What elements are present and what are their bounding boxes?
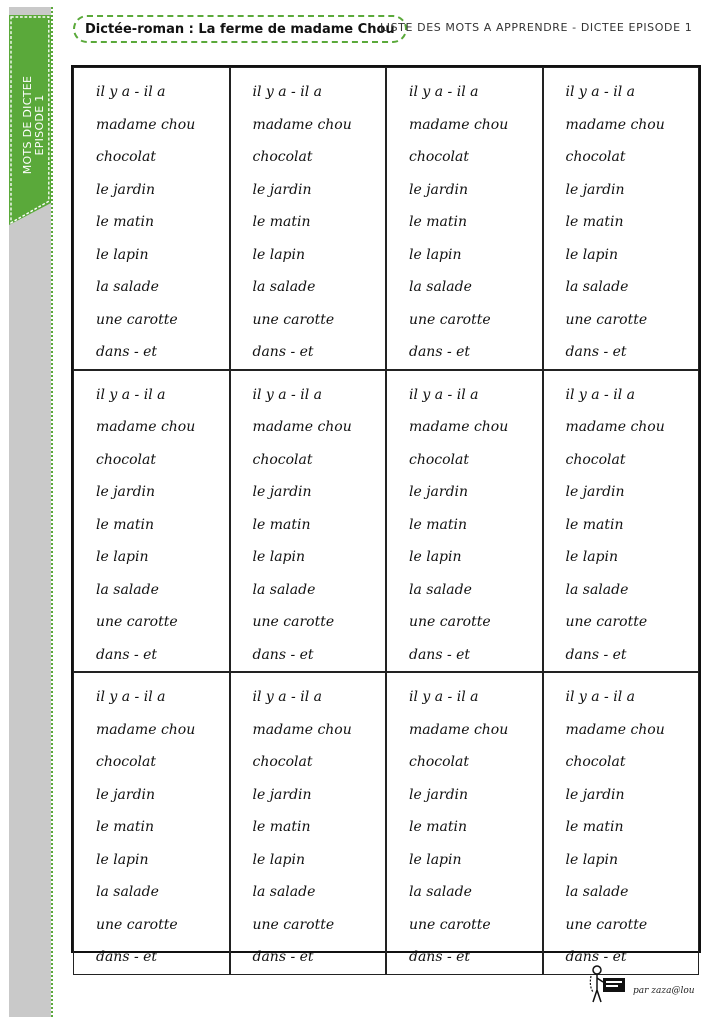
word-item: le matin — [252, 516, 311, 533]
word-item: le lapin — [252, 851, 305, 868]
word-item: le lapin — [96, 549, 149, 565]
word-card — [543, 672, 700, 975]
word-item: dans - et — [252, 646, 314, 663]
word-item: chocolat — [565, 754, 626, 770]
word-item: chocolat — [252, 149, 313, 165]
word-item: dans - et — [409, 344, 471, 360]
word-item: le lapin — [252, 246, 305, 263]
word-item: chocolat — [96, 754, 157, 770]
word-item: dans - et — [409, 949, 471, 965]
word-item: une carotte — [409, 916, 491, 933]
word-item: le matin — [96, 516, 154, 533]
word-item: il y a - il a — [409, 386, 479, 403]
word-item: madame chou — [409, 721, 509, 738]
word-item: il y a - il a — [252, 689, 322, 705]
word-item: madame chou — [565, 721, 665, 738]
word-item: le lapin — [409, 246, 462, 263]
word-item: le jardin — [565, 484, 625, 500]
word-item: il y a - il a — [96, 386, 166, 403]
word-item: le jardin — [96, 484, 156, 500]
word-card — [543, 67, 700, 370]
word-item: il y a - il a — [96, 689, 166, 705]
word-item: madame chou — [252, 721, 352, 738]
word-item: madame chou — [96, 419, 196, 435]
word-item: chocolat — [252, 754, 313, 770]
word-card — [386, 67, 543, 370]
word-item: dans - et — [252, 949, 314, 965]
word-item: madame chou — [409, 419, 509, 435]
word-card — [230, 672, 387, 975]
word-item: la salade — [252, 581, 316, 598]
word-item: une carotte — [96, 916, 178, 933]
word-item: une carotte — [96, 614, 178, 630]
word-item: il y a - il a — [565, 84, 635, 100]
footer-credit — [585, 962, 705, 1006]
word-item: madame chou — [409, 116, 509, 133]
word-item: il y a - il a — [565, 386, 635, 403]
word-item: la salade — [565, 581, 629, 598]
word-item: le matin — [96, 819, 154, 835]
word-item: il y a - il a — [252, 386, 322, 403]
word-item: le jardin — [96, 786, 156, 803]
teacher-logo-icon — [585, 962, 629, 1006]
word-card — [73, 370, 230, 673]
word-item: une carotte — [96, 311, 178, 328]
word-item: une carotte — [252, 916, 335, 933]
word-item: une carotte — [409, 614, 491, 630]
word-item: le lapin — [409, 549, 462, 565]
tag-line-1: MOTS DE DICTEE — [21, 75, 34, 175]
word-item: il y a - il a — [96, 84, 166, 100]
word-item: dans - et — [96, 646, 158, 663]
word-item: le jardin — [252, 786, 312, 803]
word-item: le lapin — [96, 851, 149, 868]
word-item: le jardin — [252, 181, 312, 198]
word-card — [543, 370, 700, 673]
word-item: le jardin — [409, 181, 469, 198]
word-item: la salade — [252, 884, 316, 900]
word-card — [230, 370, 387, 673]
word-item: une carotte — [565, 614, 648, 630]
document-subtitle: LISTE DES MOTS A APPRENDRE - DICTEE EPISODE 1 — [380, 21, 693, 34]
word-item: chocolat — [96, 149, 157, 165]
word-item: le lapin — [565, 851, 618, 868]
episode-tag — [9, 15, 51, 225]
tag-text — [22, 40, 46, 210]
word-card — [386, 672, 543, 975]
word-item: le lapin — [409, 851, 462, 868]
word-item: le matin — [252, 819, 311, 835]
word-item: chocolat — [565, 451, 626, 468]
word-item: la salade — [409, 279, 472, 295]
word-item: le jardin — [409, 786, 469, 803]
word-item: dans - et — [96, 344, 158, 360]
word-item: la salade — [409, 884, 472, 900]
word-item: le matin — [409, 214, 467, 230]
word-item: la salade — [96, 581, 159, 598]
word-item: chocolat — [252, 451, 313, 468]
word-item: le lapin — [252, 549, 305, 565]
word-item: le matin — [565, 516, 624, 533]
word-item: le jardin — [409, 484, 469, 500]
word-item: le lapin — [565, 246, 618, 263]
word-item: une carotte — [252, 614, 335, 630]
word-item: le matin — [409, 819, 467, 835]
word-item: madame chou — [252, 116, 352, 133]
title-text: Dictée-roman : La ferme de madame Chou — [85, 21, 395, 37]
word-card — [73, 67, 230, 370]
word-item: le jardin — [565, 181, 625, 198]
word-card — [73, 672, 230, 975]
word-item: la salade — [409, 581, 472, 598]
word-item: une carotte — [252, 311, 335, 328]
document-title — [73, 15, 407, 43]
word-item: la salade — [565, 279, 629, 295]
word-item: chocolat — [96, 451, 157, 468]
word-item: chocolat — [409, 149, 470, 165]
word-item: le jardin — [565, 786, 625, 803]
word-item: le matin — [565, 214, 624, 230]
word-item: madame chou — [565, 419, 665, 435]
word-item: la salade — [96, 279, 159, 295]
word-item: il y a - il a — [409, 84, 479, 100]
word-item: il y a - il a — [409, 689, 479, 705]
word-item: madame chou — [252, 419, 352, 435]
word-item: une carotte — [565, 916, 648, 933]
word-item: une carotte — [409, 311, 491, 328]
word-item: dans - et — [252, 344, 314, 360]
word-item: une carotte — [565, 311, 648, 328]
word-item: le matin — [96, 214, 154, 230]
word-item: le lapin — [96, 246, 149, 263]
word-item: chocolat — [409, 451, 470, 468]
word-item: dans - et — [409, 646, 471, 663]
word-item: il y a - il a — [565, 689, 635, 705]
word-item: madame chou — [96, 116, 196, 133]
word-item: la salade — [252, 279, 316, 295]
word-item: il y a - il a — [252, 84, 322, 100]
word-card-grid — [71, 65, 701, 965]
word-item: le jardin — [252, 484, 312, 500]
word-item: madame chou — [565, 116, 665, 133]
word-card — [386, 370, 543, 673]
word-item: la salade — [96, 884, 159, 900]
word-item: chocolat — [409, 754, 470, 770]
word-item: madame chou — [96, 721, 196, 738]
word-item: le jardin — [96, 181, 156, 198]
word-item: la salade — [565, 884, 629, 900]
word-item: le lapin — [565, 549, 618, 565]
word-item: le matin — [252, 214, 311, 230]
word-item: chocolat — [565, 149, 626, 165]
word-item: le matin — [565, 819, 624, 835]
word-card — [230, 67, 387, 370]
word-item: le matin — [409, 516, 467, 533]
word-item: dans - et — [565, 344, 627, 360]
credit-text: par zaza@lou — [633, 986, 695, 996]
tag-line-2: EPISODE 1 — [33, 94, 46, 156]
word-item: dans - et — [96, 949, 158, 965]
word-item: dans - et — [565, 949, 627, 965]
word-item: dans - et — [565, 646, 627, 663]
